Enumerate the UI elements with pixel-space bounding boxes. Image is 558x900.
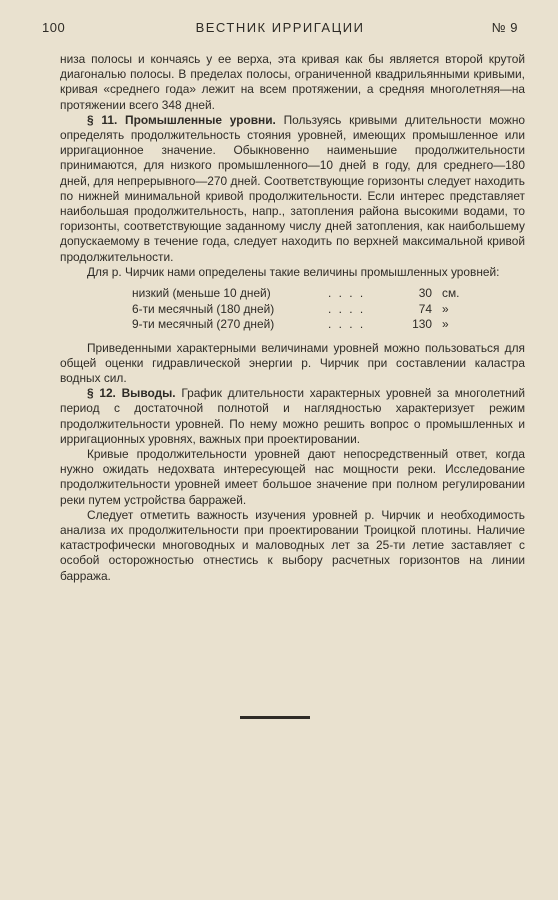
level-leader-dots: . . . . (328, 301, 366, 316)
section-11-heading: § 11. Промышленные уровни. (87, 112, 276, 127)
section-12-heading: § 12. Выводы. (87, 386, 176, 401)
paragraph-energy-assessment: Приведенными характерными величинами уровней можно пользоваться для общей оценки гидравлической энергии р. Чирчик при составлении каластра водных сил. (60, 340, 525, 385)
level-label: 6-ти месячный (180 дней) (132, 301, 275, 316)
page-number: 100 (42, 20, 66, 35)
issue-number: № 9 (491, 20, 518, 35)
section-12-text: График длительности характерных уровней за многолетний период с достаточной полнотой и наглядностью характеризует режим продолжительности уровней. По нему можно решить вопрос о промышленных и ирригационных уровнях, важных при проектировании. (60, 386, 525, 446)
section-11-text: Пользуясь кривыми длительности можно определять продолжительность стояния уровней, имеющих промышленное или ирригационное значение. Обыкновенно наименьшие продолжительности принимаются, для низкого промышленного—10 дней в году, для среднего—180 дней, для непрерывного—270 дней. Соответствующие горизонты следует находить по нижней минимальной кривой продолжительности. Если интерес представляет наибольшая продолжительность, напр., затопления района высокими водами, то горизонты, соответствующие заданному числу дней затопления, как наибольшему допускаемому в течение года, следует находить по верхней максимальной кривой продолжительности. (60, 112, 525, 264)
level-row (132, 286, 525, 302)
journal-title: ВЕСТНИК ИРРИГАЦИИ (195, 20, 365, 35)
section-11-paragraph (60, 113, 525, 265)
level-label: 9-ти месячный (270 дней) (132, 317, 275, 332)
level-unit: см. (442, 286, 460, 301)
section-12-paragraph (60, 386, 525, 447)
level-row (132, 317, 525, 333)
level-label: низкий (меньше 10 дней) (132, 286, 271, 301)
paragraph-duration-curves: Кривые продолжительности уровней дают непосредственный ответ, когда нужно ожидать недохвата интересующей нас мощности реки. Исследование продолжительности уровней имеет большое значение при полном регулировании реки путем устройства барражей. (60, 446, 525, 507)
level-leader-dots: . . . . (328, 286, 366, 301)
paragraph-chirchik-levels: Для р. Чирчик нами определены такие величины промышленных уровней: (87, 264, 500, 279)
level-value: 130 (412, 317, 432, 332)
level-leader-dots: . . . . (328, 317, 366, 332)
level-value: 74 (418, 301, 432, 316)
level-row (132, 302, 525, 318)
article-body (60, 52, 525, 584)
levels-table (132, 286, 525, 333)
level-unit: » (442, 317, 449, 332)
level-unit: » (442, 301, 449, 316)
end-rule (240, 716, 310, 719)
paragraph-final: Следует отметить важность изучения уровней р. Чирчик и необходимость анализа их продолжительности при проектировании Троицкой плотины. Наличие катастрофически многоводных и маловодных лет за 25-ти летие заставляет с особой осторожностью отнестись к выбору расчетных горизонтов на линии барража. (60, 507, 525, 583)
running-header (42, 20, 518, 42)
level-value: 30 (418, 286, 432, 301)
paragraph-continuation: низа полосы и кончаясь у ее верха, эта кривая как бы является второй крутой диагональю полосы. В пределах полосы, ограниченной квадрильянными кривыми, кривая «среднего года» лежит на всем протяжении, а средняя многолетняя—на протяжении всего 348 дней. (60, 52, 525, 112)
